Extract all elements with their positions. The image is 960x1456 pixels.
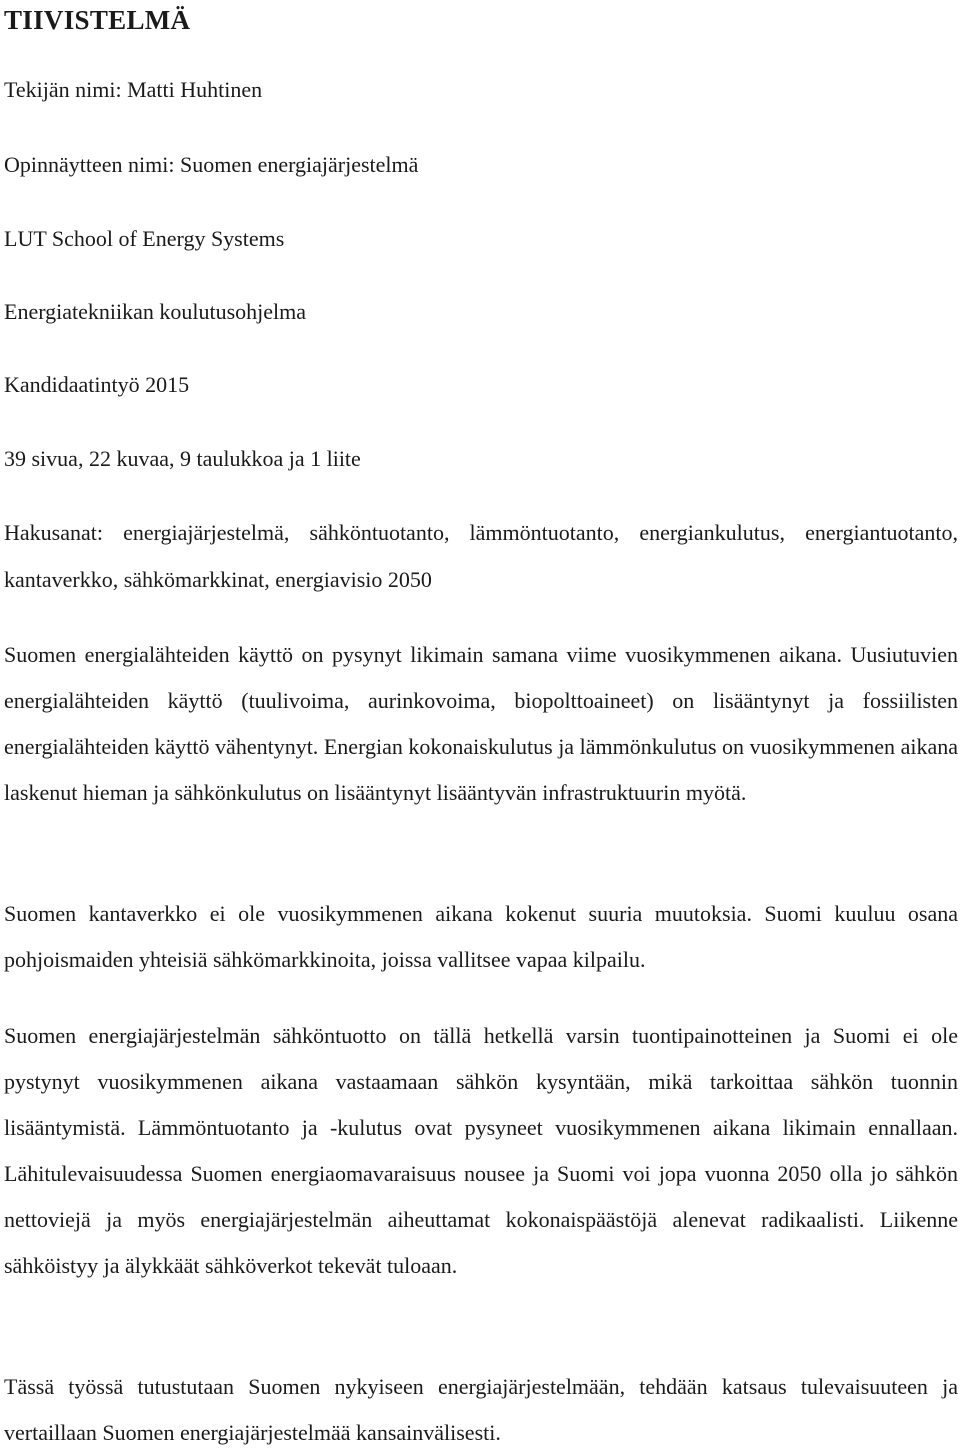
body-paragraph-4: Tässä työssä tutustutaan Suomen nykyiseen energiajärjestelmään, tehdään katsaus tulevaisuuteen ja vertaillaan Suomen energiajärjestelmää kansainvälisesti. [4,1374,958,1445]
thesis-title-line: Opinnäytteen nimi: Suomen energiajärjestelmä [4,152,419,177]
body-paragraph-2: Suomen kantaverkko ei ole vuosikymmenen aikana kokenut suuria muutoksia. Suomi kuuluu osana pohjoismaiden yhteisiä sähkömarkkinoita, joissa vallitsee vapaa kilpailu. [4,901,958,972]
abstract-title: TIIVISTELMÄ [4,5,191,35]
degree-year-line: Kandidaatintyö 2015 [4,372,190,397]
school-line: LUT School of Energy Systems [4,226,285,251]
body-paragraph-1: Suomen energialähteiden käyttö on pysynyt likimain samana viime vuosikymmenen aikana. Uusiutuvien energialähteiden käyttö (tuulivoima, aurinkovoima, biopolttoaineet) on lisääntynyt ja fossiilisten energialähteiden käyttö vähentynyt. Energian kokonaiskulutus ja lämmönkulutus on vuosikymmenen aikana laskenut hieman ja sähkönkulutus on lisääntynyt lisääntyvän infrastruktuurin myötä. [4,642,958,805]
keywords-paragraph: Hakusanat: energiajärjestelmä, sähköntuotanto, lämmöntuotanto, energiankulutus, energiantuotanto, kantaverkko, sähkömarkkinat, energiavisio 2050 [4,520,958,592]
body-paragraph-3: Suomen energiajärjestelmän sähköntuotto on tällä hetkellä varsin tuontipainotteinen ja Suomi ei ole pystynyt vuosikymmenen aikana vastaamaan sähkön kysyntään, mikä tarkoittaa sähkön tuonnin lisääntymistä. Lämmöntuotanto ja -kulutus ovat pysyneet vuosikymmenen aikana likimain ennallaan. Lähitulevaisuudessa Suomen energiaomavaraisuus nousee ja Suomi voi jopa vuonna 2050 olla jo sähkön nettoviejä ja myös energiajärjestelmän aiheuttamat kokonaispäästöjä alenevat radikaalisti. Liikenne sähköistyy ja älykkäät sähköverkot tekevät tuloaan. [4,1023,958,1278]
program-line: Energiatekniikan koulutusohjelma [4,299,307,324]
page-count-line: 39 sivua, 22 kuvaa, 9 taulukkoa ja 1 liite [4,446,361,471]
author-line: Tekijän nimi: Matti Huhtinen [4,77,263,102]
